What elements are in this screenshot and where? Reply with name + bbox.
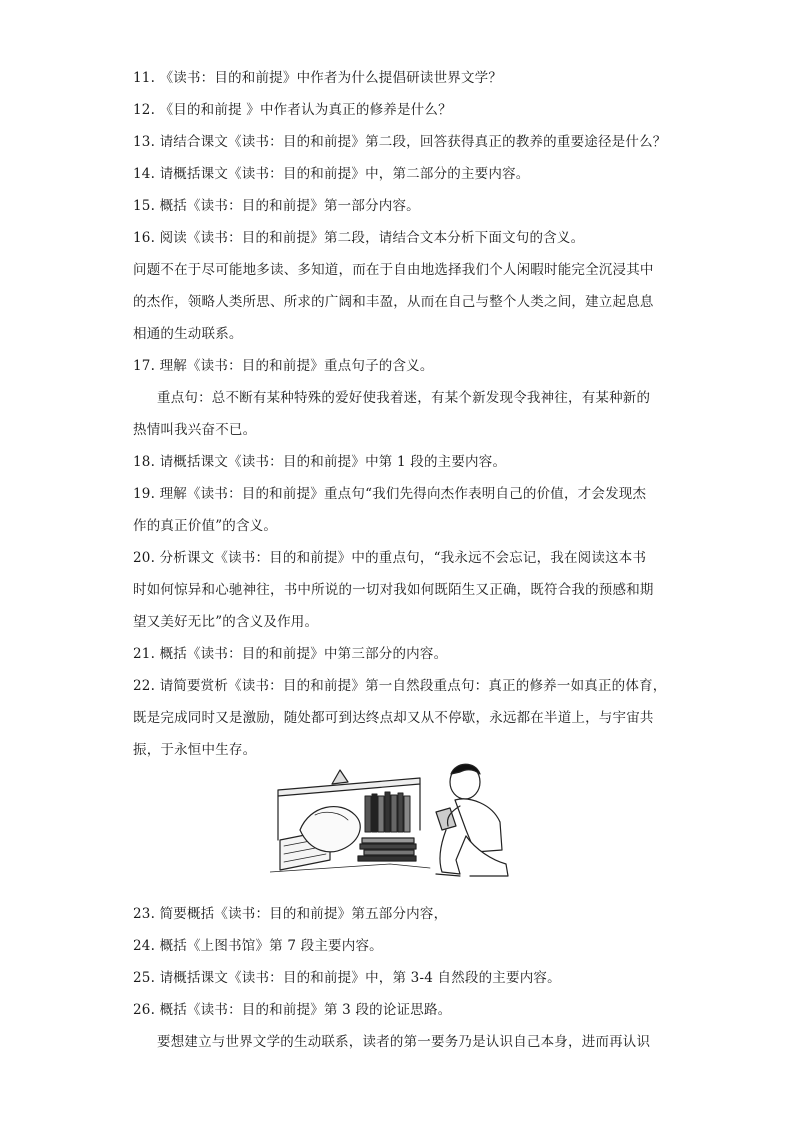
question-18: 18. 请概括课文《读书：目的和前提》中第 1 段的主要内容。 — [133, 454, 507, 470]
question-19: 19. 理解《读书：目的和前提》重点句“我们先得向杰作表明自己的价值，才会发现杰 — [133, 486, 647, 502]
question-19-cont: 作的真正价值”的含义。 — [133, 518, 278, 534]
question-12: 12. 《目的和前提 》中作者认为真正的修养是什么？ — [133, 102, 452, 118]
question-16: 16. 阅读《读书：目的和前提》第二段，请结合文本分析下面文句的含义。 — [133, 230, 585, 246]
question-22: 22. 请简要赏析《读书：目的和前提》第一自然段重点句：真正的修养一如真正的体育， — [133, 678, 667, 694]
passage-17-line-1: 重点句：总不断有某种特殊的爱好使我着迷，有某个新发现令我神往，有某种新的 — [157, 390, 651, 406]
passage-16-line-1: 问题不在于尽可能地多读、多知道，而在于自由地选择我们个人闲暇时能完全沉浸其中 — [133, 262, 654, 278]
question-14: 14. 请概括课文《读书：目的和前提》中，第二部分的主要内容。 — [133, 166, 530, 182]
question-15: 15. 概括《读书：目的和前提》第一部分内容。 — [133, 198, 420, 214]
question-20-cont-1: 时如何惊异和心驰神往，书中所说的一切对我如何既陌生又正确，既符合我的预感和期 — [133, 582, 654, 598]
question-21: 21. 概括《读书：目的和前提》中第三部分的内容。 — [133, 646, 448, 662]
passage-16-line-3: 相通的生动联系。 — [133, 326, 243, 342]
question-20-cont-2: 望又美好无比”的含义及作用。 — [133, 614, 319, 630]
boy-reading-illustration — [270, 760, 520, 885]
passage-17-line-2: 热情叫我兴奋不已。 — [133, 422, 257, 438]
question-25: 25. 请概括课文《读书：目的和前提》中，第 3-4 自然段的主要内容。 — [133, 970, 561, 986]
question-22-cont-2: 振，于永恒中生存。 — [133, 742, 257, 758]
question-11: 11. 《读书：目的和前提》中作者为什么提倡研读世界文学？ — [133, 70, 503, 86]
question-23: 23. 简要概括《读书：目的和前提》第五部分内容， — [133, 906, 448, 922]
passage-16-line-2: 的杰作，领略人类所思、所求的广阔和丰盈，从而在自己与整个人类之间，建立起息息 — [133, 294, 654, 310]
question-13: 13. 请结合课文《读书：目的和前提》第二段，回答获得真正的教养的重要途径是什么？ — [133, 134, 667, 150]
question-24: 24. 概括《上图书馆》第 7 段主要内容。 — [133, 938, 383, 954]
question-22-cont-1: 既是完成同时又是激励，随处都可到达终点却又从不停歇，永远都在半道上，与宇宙共 — [133, 710, 654, 726]
passage-26-line-1: 要想建立与世界文学的生动联系，读者的第一要务乃是认识自己本身，进而再认识 — [157, 1034, 651, 1050]
question-20: 20. 分析课文《读书：目的和前提》中的重点句，“我永远不会忘记，我在阅读这本书 — [133, 550, 647, 566]
question-26: 26. 概括《读书：目的和前提》第 3 段的论证思路。 — [133, 1002, 452, 1018]
question-17: 17. 理解《读书：目的和前提》重点句子的含义。 — [133, 358, 434, 374]
